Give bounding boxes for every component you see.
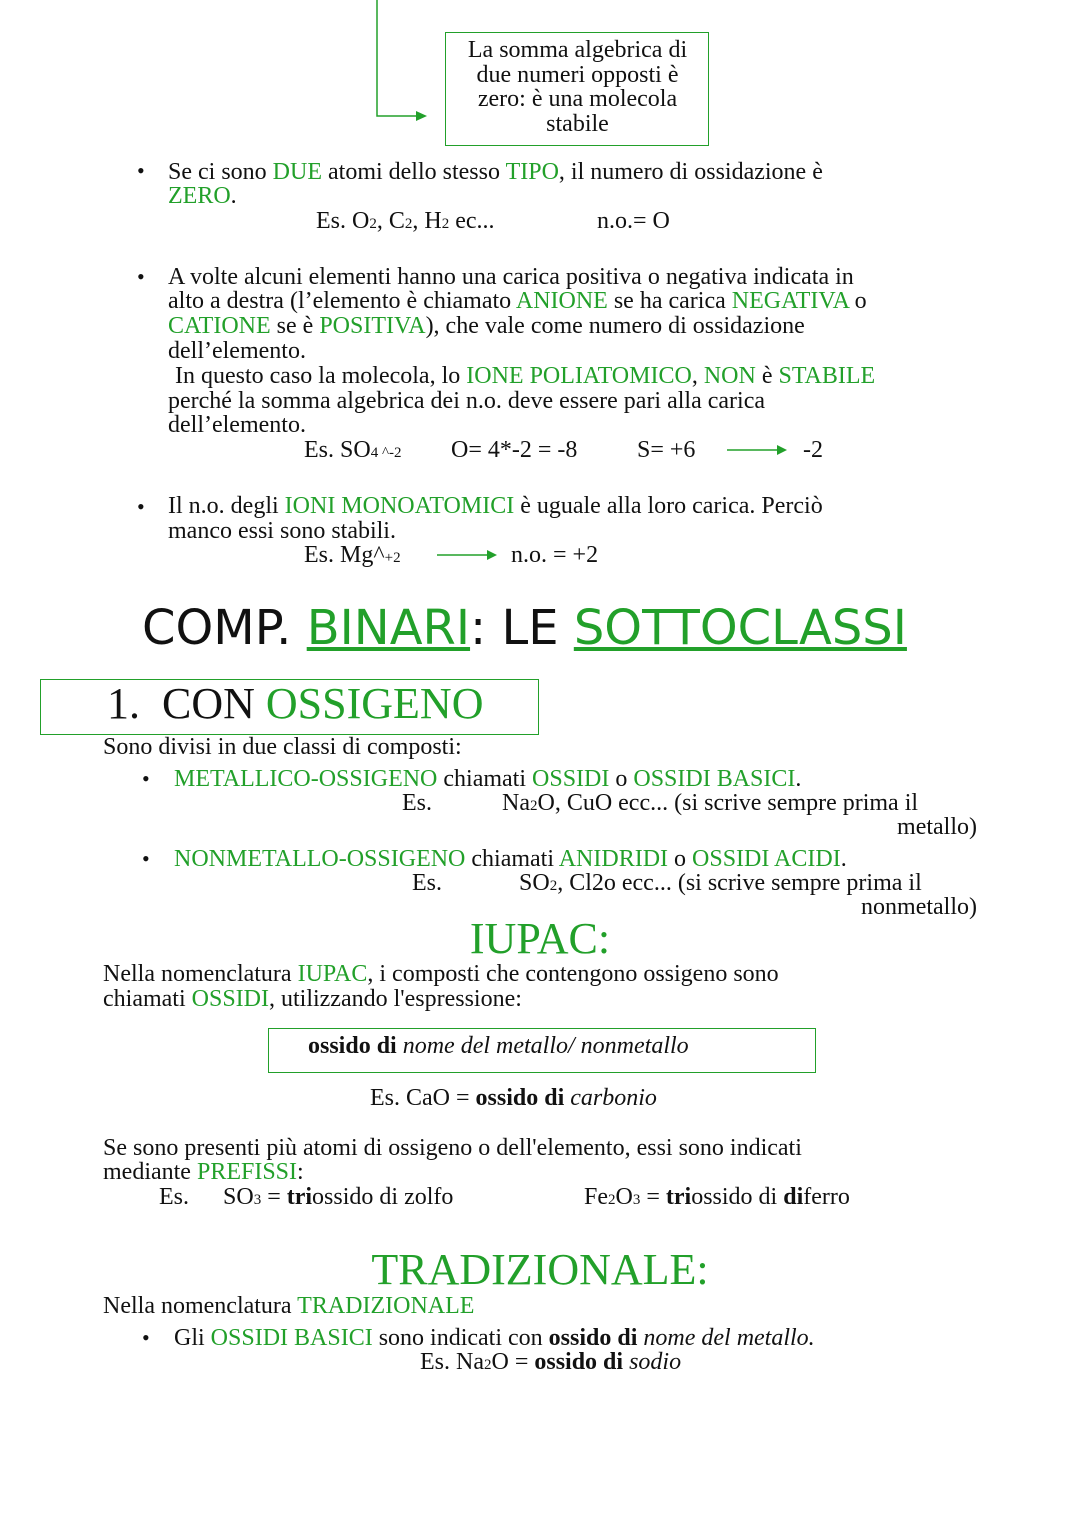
iupac-ex1: SO3 = triossido di zolfo: [223, 1184, 454, 1210]
list-item: METALLICO-OSSIGENO chiamati OSSIDI o OSSIDI BASICI.: [174, 766, 802, 792]
list-item: NONMETALLO-OSSIGENO chiamati ANIDRIDI o OSSIDI ACIDI.: [174, 846, 847, 872]
iupac-p1: Nella nomenclatura IUPAC, i composti che contengono ossigeno sono: [103, 961, 779, 987]
bullet-dot: •: [142, 1325, 150, 1350]
section1-title: 1. CON OSSIGENO: [107, 679, 484, 728]
formula-text: ossido di nome del metallo/ nonmetallo: [308, 1033, 689, 1059]
iupac-p4: mediante PREFISSI:: [103, 1159, 304, 1185]
tradizionale-b1: Gli OSSIDI BASICI sono indicati con ossido di nome del metallo.: [174, 1325, 815, 1351]
list-item-example-2: nonmetallo): [861, 894, 977, 920]
arrow-icon: [727, 442, 789, 458]
bullet-dot: •: [137, 494, 145, 519]
bullet-dot: •: [142, 766, 150, 791]
bullet3-l2: manco essi sono stabili.: [168, 518, 396, 544]
iupac-example: Es. CaO = ossido di carbonio: [370, 1085, 657, 1111]
tradizionale-title: TRADIZIONALE:: [371, 1245, 709, 1294]
bullet3-example: Es. Mg^+2: [304, 542, 401, 568]
callout-text: La somma algebrica di due numeri opposti è zero: è una molecola stabile: [467, 37, 688, 137]
iupac-ex2: Fe2O3 = triossido di diferro: [584, 1184, 850, 1210]
bullet2-l4: dell’elemento.: [168, 338, 306, 364]
bullet2-l3: CATIONE se è POSITIVA), che vale come numero di ossidazione: [168, 313, 805, 339]
intro-text: Sono divisi in due classi di composti:: [103, 734, 462, 760]
arrow-icon: [437, 547, 499, 563]
bullet-dot: •: [142, 846, 150, 871]
bullet2-l7: dell’elemento.: [168, 412, 306, 438]
bullet2-l1: A volte alcuni elementi hanno una carica positiva o negativa indicata in: [168, 264, 854, 290]
iupac-title: IUPAC:: [469, 914, 611, 963]
bullet1-line1: Se ci sono DUE atomi dello stesso TIPO, il numero di ossidazione è: [168, 159, 823, 185]
tradizionale-p1: Nella nomenclatura TRADIZIONALE: [103, 1293, 475, 1319]
iupac-p3: Se sono presenti più atomi di ossigeno o dell'elemento, essi sono indicati: [103, 1135, 802, 1161]
bullet2-example-result: -2: [803, 437, 823, 463]
bullet2-example-o: O= 4*-2 = -8: [451, 437, 578, 463]
connector-arrow: [370, 0, 430, 126]
list-item-example: Na2O, CuO ecc... (si scrive sempre prima il: [502, 790, 919, 816]
list-item-example: SO2, Cl2o ecc... (si scrive sempre prima il: [519, 870, 922, 896]
iupac-ex1-es: Es.: [159, 1184, 189, 1210]
list-item-es: Es.: [402, 790, 432, 816]
list-item-example-2: metallo): [897, 814, 977, 840]
bullet1-no: n.o.= O: [597, 208, 670, 234]
bullet-dot: •: [137, 158, 145, 183]
bullet1-example: Es. O2, C2, H2 ec...: [316, 208, 495, 234]
bullet2-l6: perché la somma algebrica dei n.o. deve essere pari alla carica: [168, 388, 766, 414]
bullet2-example-formula: Es. SO4 ^-2: [304, 437, 402, 463]
bullet3-no: n.o. = +2: [511, 542, 599, 568]
list-item-es: Es.: [412, 870, 442, 896]
bullet1-line2: ZERO.: [168, 183, 237, 209]
bullet2-l5: In questo caso la molecola, lo IONE POLIATOMICO, NON è STABILE: [175, 363, 876, 389]
bullet-dot: •: [137, 264, 145, 289]
bullet2-example-s: S= +6: [637, 437, 696, 463]
tradizionale-example: Es. Na2O = ossido di sodio: [420, 1349, 682, 1375]
iupac-p2: chiamati OSSIDI, utilizzando l'espressione:: [103, 986, 522, 1012]
bullet2-l2: alto a destra (l’elemento è chiamato ANIONE se ha carica NEGATIVA o: [168, 288, 867, 314]
section-heading: COMP. BINARI: LE SOTTOCLASSI: [142, 600, 907, 656]
bullet3-l1: Il n.o. degli IONI MONOATOMICI è uguale alla loro carica. Perciò: [168, 493, 823, 519]
